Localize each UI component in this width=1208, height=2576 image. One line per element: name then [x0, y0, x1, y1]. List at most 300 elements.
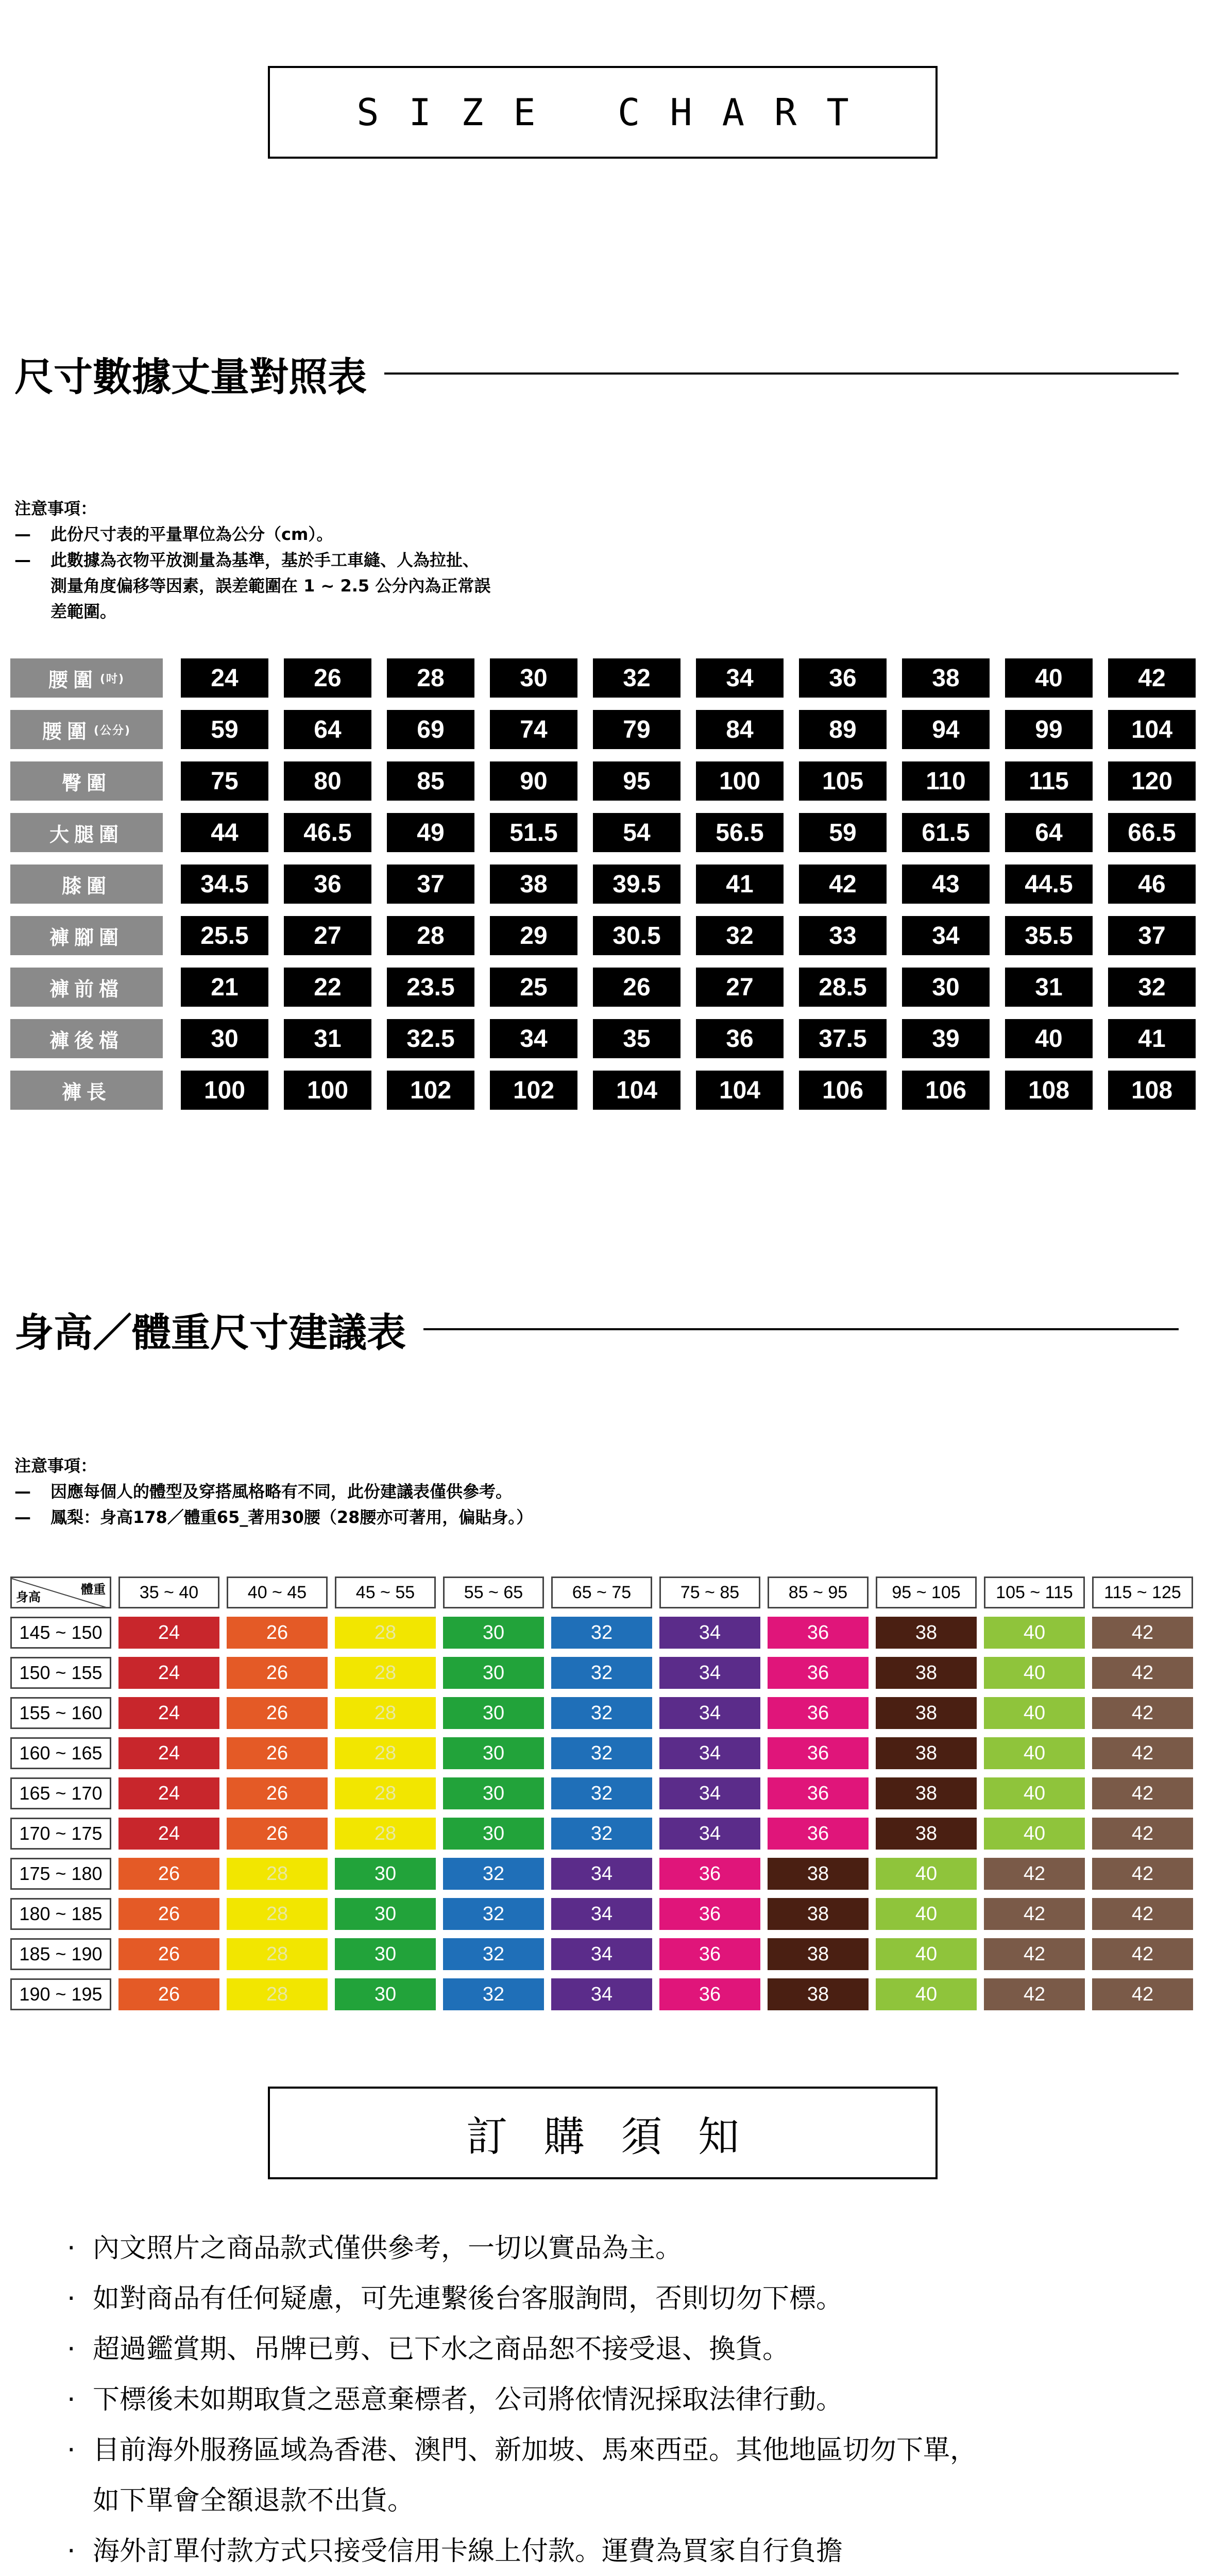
size-cell: 38	[768, 1858, 869, 1890]
measurement-cell: 24	[181, 658, 268, 698]
measurement-label	[10, 968, 163, 1007]
size-cell: 24	[118, 1818, 219, 1850]
measurement-cell: 25	[490, 968, 577, 1007]
measurement-cell: 84	[696, 710, 784, 749]
height-label: 175 ~ 180	[10, 1858, 111, 1890]
size-cell: 26	[227, 1697, 328, 1729]
size-cell: 38	[876, 1818, 977, 1850]
heading-rule	[423, 1328, 1179, 1330]
size-cell: 40	[984, 1777, 1085, 1809]
measurement-cell: 100	[284, 1071, 371, 1110]
size-cell: 36	[659, 1938, 760, 1970]
size-cell: 40	[984, 1617, 1085, 1649]
measurement-cell: 23.5	[387, 968, 474, 1007]
size-cell: 34	[551, 1898, 652, 1930]
measurement-cell: 49	[387, 813, 474, 852]
measurement-row	[10, 710, 1196, 761]
weight-header: 55 ~ 65	[443, 1577, 544, 1608]
recommend-row	[10, 1697, 1193, 1737]
measurement-cell: 42	[799, 865, 887, 904]
order-note-text: 內文照片之商品款式僅供參考，一切以實品為主。	[93, 2233, 683, 2264]
order-bullet: ·	[67, 2233, 76, 2264]
size-cell: 36	[659, 1858, 760, 1890]
measurement-cell: 46	[1108, 865, 1196, 904]
height-label: 170 ~ 175	[10, 1818, 111, 1850]
size-cell: 40	[876, 1858, 977, 1890]
recommend-section-heading	[14, 1303, 1179, 1355]
note-text: 鳳梨：身高178／體重65_著用30腰（28腰亦可著用，偏貼身。）	[50, 1507, 533, 1527]
measurement-cell: 28	[387, 658, 474, 698]
measurement-cell: 26	[593, 968, 680, 1007]
size-cell: 42	[1092, 1777, 1193, 1809]
size-cell: 38	[876, 1617, 977, 1649]
size-cell: 34	[659, 1657, 760, 1689]
weight-header: 95 ~ 105	[876, 1577, 977, 1608]
measurement-cell: 37.5	[799, 1019, 887, 1058]
measurement-cell: 27	[284, 916, 371, 955]
size-cell: 40	[984, 1818, 1085, 1850]
order-bullet: ·	[67, 2536, 76, 2567]
size-cell: 42	[984, 1938, 1085, 1970]
size-cell: 40	[876, 1978, 977, 2010]
order-notes	[67, 2223, 977, 2576]
measurement-cell: 32.5	[387, 1019, 474, 1058]
measure-note	[14, 547, 490, 573]
measurement-cell: 37	[1108, 916, 1196, 955]
measurement-cell: 34	[696, 658, 784, 698]
measurement-label-text: 腰圍	[42, 720, 92, 743]
size-cell: 42	[1092, 1898, 1193, 1930]
size-cell: 30	[335, 1978, 436, 2010]
measurement-cell: 32	[1108, 968, 1196, 1007]
size-cell: 36	[768, 1697, 869, 1729]
size-cell: 28	[335, 1777, 436, 1809]
measurement-label	[10, 658, 163, 698]
measurement-label-text: 大腿圍	[49, 823, 124, 846]
height-label: 150 ~ 155	[10, 1657, 111, 1689]
size-cell: 32	[443, 1858, 544, 1890]
corner-header	[10, 1577, 111, 1608]
note-dash: —	[14, 1507, 31, 1527]
size-cell: 32	[551, 1737, 652, 1769]
order-note-line	[67, 2324, 977, 2375]
measure-notes-title: 注意事項：	[14, 499, 97, 518]
measurement-cell: 108	[1005, 1071, 1093, 1110]
recommend-row	[10, 1777, 1193, 1818]
size-cell: 32	[551, 1818, 652, 1850]
measurement-cell: 100	[696, 761, 784, 801]
size-cell: 38	[768, 1978, 869, 2010]
measurement-cell: 36	[696, 1019, 784, 1058]
size-cell: 28	[335, 1657, 436, 1689]
size-cell: 34	[551, 1978, 652, 2010]
weight-header: 35 ~ 40	[118, 1577, 219, 1608]
measurement-cell: 38	[490, 865, 577, 904]
measurement-cell: 64	[284, 710, 371, 749]
measurement-cell: 59	[799, 813, 887, 852]
measurement-label-text: 褲後檔	[49, 1029, 124, 1052]
measurement-cell: 106	[799, 1071, 887, 1110]
size-cell: 42	[1092, 1697, 1193, 1729]
measurement-cell: 44.5	[1005, 865, 1093, 904]
size-cell: 36	[768, 1777, 869, 1809]
measure-section-heading	[14, 348, 1179, 399]
measurement-cell: 90	[490, 761, 577, 801]
size-cell: 34	[551, 1858, 652, 1890]
recommend-notes-title: 注意事項：	[14, 1456, 97, 1476]
recommend-heading-text: 身高／體重尺寸建議表	[14, 1309, 406, 1355]
measurement-cell: 39	[902, 1019, 990, 1058]
height-label: 155 ~ 160	[10, 1697, 111, 1729]
size-cell: 30	[443, 1697, 544, 1729]
size-cell: 26	[227, 1818, 328, 1850]
measurement-label	[10, 865, 163, 904]
measure-note-continued	[14, 599, 490, 624]
size-cell: 28	[335, 1737, 436, 1769]
measurement-cell: 35	[593, 1019, 680, 1058]
size-cell: 40	[876, 1898, 977, 1930]
measure-heading-text: 尺寸數據丈量對照表	[14, 353, 367, 400]
measurement-cell: 95	[593, 761, 680, 801]
measurement-cell: 85	[387, 761, 474, 801]
order-note-text: 海外訂單付款方式只接受信用卡線上付款。運費為買家自行負擔	[93, 2536, 843, 2567]
measurement-cell: 104	[593, 1071, 680, 1110]
recommend-note	[14, 1504, 533, 1530]
measurement-cell: 41	[1108, 1019, 1196, 1058]
weight-header: 45 ~ 55	[335, 1577, 436, 1608]
measurement-label-text: 褲腳圍	[49, 926, 124, 949]
size-cell: 34	[551, 1938, 652, 1970]
size-cell: 28	[335, 1697, 436, 1729]
measure-note-continued	[14, 573, 490, 599]
size-cell: 24	[118, 1697, 219, 1729]
measurement-row	[10, 761, 1196, 813]
measurement-cell: 46.5	[284, 813, 371, 852]
order-note-line	[67, 2476, 977, 2526]
size-cell: 24	[118, 1777, 219, 1809]
measurement-cell: 29	[490, 916, 577, 955]
measurement-cell: 33	[799, 916, 887, 955]
recommend-header-row	[10, 1577, 1193, 1617]
measure-notes	[14, 496, 490, 624]
order-note-text: 如下單會全額退款不出貨。	[93, 2485, 415, 2516]
measurement-label	[10, 761, 163, 801]
measurement-cell: 22	[284, 968, 371, 1007]
size-cell: 36	[659, 1978, 760, 2010]
height-label: 190 ~ 195	[10, 1978, 111, 2010]
measurement-cell: 104	[1108, 710, 1196, 749]
measurement-cell: 30.5	[593, 916, 680, 955]
note-text: 差範圍。	[50, 602, 117, 621]
measure-note	[14, 521, 490, 547]
measurement-label-text: 褲長	[61, 1080, 111, 1104]
size-cell: 32	[551, 1697, 652, 1729]
measurement-cell: 120	[1108, 761, 1196, 801]
size-cell: 30	[335, 1858, 436, 1890]
recommend-row	[10, 1617, 1193, 1657]
height-label: 165 ~ 170	[10, 1777, 111, 1809]
recommend-row	[10, 1657, 1193, 1697]
measurement-cell: 35.5	[1005, 916, 1093, 955]
size-cell: 24	[118, 1657, 219, 1689]
note-dash: —	[14, 524, 31, 544]
measurement-cell: 40	[1005, 658, 1093, 698]
corner-weight-label: 體重	[81, 1582, 106, 1597]
measurement-row	[10, 968, 1196, 1019]
measurement-cell: 66.5	[1108, 813, 1196, 852]
measurement-cell: 44	[181, 813, 268, 852]
measurement-cell: 38	[902, 658, 990, 698]
corner-height-label: 身高	[16, 1590, 41, 1604]
measurement-cell: 100	[181, 1071, 268, 1110]
order-note-line	[67, 2274, 977, 2324]
measurement-label-text: 膝圍	[61, 874, 111, 897]
order-note-line	[67, 2375, 977, 2425]
order-title-box	[268, 2087, 938, 2179]
measurement-cell: 56.5	[696, 813, 784, 852]
measurement-cell: 102	[490, 1071, 577, 1110]
measurement-cell: 42	[1108, 658, 1196, 698]
size-cell: 42	[984, 1858, 1085, 1890]
measurement-cell: 28.5	[799, 968, 887, 1007]
size-cell: 42	[1092, 1657, 1193, 1689]
measurement-table	[10, 658, 1196, 1122]
order-title: 訂購須知	[466, 2112, 775, 2161]
note-text: 此份尺寸表的平量單位為公分（cm）。	[50, 524, 333, 544]
recommend-row	[10, 1978, 1193, 2019]
size-cell: 40	[876, 1938, 977, 1970]
recommend-table	[10, 1577, 1193, 2019]
size-chart-title-box	[268, 66, 938, 159]
recommend-row	[10, 1737, 1193, 1777]
height-label: 180 ~ 185	[10, 1898, 111, 1930]
measurement-cell: 34	[490, 1019, 577, 1058]
order-bullet: ·	[67, 2435, 76, 2466]
measurement-cell: 105	[799, 761, 887, 801]
order-note-line	[67, 2425, 977, 2476]
order-bullet: ·	[67, 2334, 76, 2365]
size-cell: 42	[984, 1978, 1085, 2010]
measurement-row	[10, 1071, 1196, 1122]
measurement-cell: 104	[696, 1071, 784, 1110]
size-cell: 26	[227, 1657, 328, 1689]
size-cell: 26	[118, 1898, 219, 1930]
note-dash: —	[14, 1482, 31, 1501]
measurement-cell: 30	[490, 658, 577, 698]
note-text: 此數據為衣物平放測量為基準，基於手工車縫、人為拉扯、	[50, 550, 480, 570]
size-cell: 42	[984, 1898, 1085, 1930]
heading-rule	[384, 372, 1179, 375]
size-cell: 34	[659, 1697, 760, 1729]
size-cell: 32	[443, 1898, 544, 1930]
size-cell: 36	[659, 1898, 760, 1930]
recommend-row	[10, 1858, 1193, 1898]
size-cell: 30	[335, 1898, 436, 1930]
measurement-cell: 54	[593, 813, 680, 852]
note-text: 測量角度偏移等因素，誤差範圍在 1 ~ 2.5 公分內為正常誤	[50, 576, 491, 596]
measurement-cell: 102	[387, 1071, 474, 1110]
note-dash: —	[14, 550, 31, 570]
size-cell: 28	[227, 1938, 328, 1970]
measurement-cell: 34	[902, 916, 990, 955]
size-cell: 26	[227, 1777, 328, 1809]
measurement-cell: 79	[593, 710, 680, 749]
measurement-cell: 64	[1005, 813, 1093, 852]
measurement-cell: 40	[1005, 1019, 1093, 1058]
size-cell: 24	[118, 1737, 219, 1769]
height-label: 185 ~ 190	[10, 1938, 111, 1970]
measurement-cell: 31	[1005, 968, 1093, 1007]
size-cell: 28	[227, 1858, 328, 1890]
order-note-text: 超過鑑賞期、吊牌已剪、已下水之商品恕不接受退、換貨。	[93, 2334, 790, 2365]
weight-header: 65 ~ 75	[551, 1577, 652, 1608]
size-cell: 30	[335, 1938, 436, 1970]
size-cell: 30	[443, 1737, 544, 1769]
size-cell: 32	[551, 1617, 652, 1649]
size-chart-title: SIZE CHART	[356, 91, 879, 134]
order-bullet: ·	[67, 2283, 76, 2314]
size-cell: 36	[768, 1617, 869, 1649]
size-cell: 42	[1092, 1938, 1193, 1970]
measurement-cell: 32	[593, 658, 680, 698]
measurement-cell: 75	[181, 761, 268, 801]
measurement-cell: 89	[799, 710, 887, 749]
size-cell: 40	[984, 1737, 1085, 1769]
size-cell: 36	[768, 1737, 869, 1769]
measurement-cell: 94	[902, 710, 990, 749]
measurement-label	[10, 710, 163, 749]
measurement-row	[10, 658, 1196, 710]
size-cell: 38	[876, 1737, 977, 1769]
measurement-cell: 26	[284, 658, 371, 698]
weight-header: 115 ~ 125	[1092, 1577, 1193, 1608]
measurement-cell: 80	[284, 761, 371, 801]
size-cell: 36	[768, 1657, 869, 1689]
size-cell: 40	[984, 1657, 1085, 1689]
recommend-note	[14, 1479, 533, 1504]
size-cell: 38	[876, 1697, 977, 1729]
height-label: 160 ~ 165	[10, 1737, 111, 1769]
measurement-row	[10, 916, 1196, 968]
size-cell: 36	[768, 1818, 869, 1850]
measurement-label	[10, 916, 163, 955]
note-text: 因應每個人的體型及穿搭風格略有不同，此份建議表僅供參考。	[50, 1482, 513, 1501]
measurement-cell: 36	[799, 658, 887, 698]
measurement-cell: 41	[696, 865, 784, 904]
measurement-label	[10, 813, 163, 852]
size-cell: 42	[1092, 1617, 1193, 1649]
size-cell: 32	[551, 1777, 652, 1809]
measurement-row	[10, 813, 1196, 865]
weight-header: 40 ~ 45	[227, 1577, 328, 1608]
size-cell: 26	[227, 1737, 328, 1769]
size-cell: 32	[551, 1657, 652, 1689]
measurement-cell: 108	[1108, 1071, 1196, 1110]
size-cell: 42	[1092, 1818, 1193, 1850]
measurement-cell: 25.5	[181, 916, 268, 955]
measurement-label	[10, 1071, 163, 1110]
measurement-cell: 28	[387, 916, 474, 955]
measurement-cell: 32	[696, 916, 784, 955]
measurement-cell: 99	[1005, 710, 1093, 749]
order-note-line	[67, 2223, 977, 2274]
measurement-unit: (吋)	[99, 672, 125, 686]
size-cell: 24	[118, 1617, 219, 1649]
measurement-cell: 37	[387, 865, 474, 904]
size-cell: 26	[118, 1938, 219, 1970]
measurement-cell: 39.5	[593, 865, 680, 904]
size-cell: 34	[659, 1617, 760, 1649]
recommend-row	[10, 1898, 1193, 1938]
measurement-cell: 34.5	[181, 865, 268, 904]
size-cell: 34	[659, 1737, 760, 1769]
measurement-cell: 30	[181, 1019, 268, 1058]
size-cell: 30	[443, 1818, 544, 1850]
measurement-cell: 59	[181, 710, 268, 749]
recommend-notes	[14, 1453, 533, 1530]
size-cell: 30	[443, 1617, 544, 1649]
size-cell: 42	[1092, 1858, 1193, 1890]
recommend-row	[10, 1938, 1193, 1978]
height-label: 145 ~ 150	[10, 1617, 111, 1649]
measurement-cell: 36	[284, 865, 371, 904]
measurement-cell: 74	[490, 710, 577, 749]
size-cell: 32	[443, 1938, 544, 1970]
measurement-cell: 30	[902, 968, 990, 1007]
size-cell: 28	[335, 1617, 436, 1649]
measurement-cell: 69	[387, 710, 474, 749]
weight-header: 85 ~ 95	[768, 1577, 869, 1608]
measurement-cell: 61.5	[902, 813, 990, 852]
measurement-cell: 31	[284, 1019, 371, 1058]
size-cell: 38	[876, 1777, 977, 1809]
size-cell: 42	[1092, 1978, 1193, 2010]
order-note-text: 目前海外服務區域為香港、澳門、新加坡、馬來西亞。其他地區切勿下單，	[93, 2435, 977, 2466]
size-cell: 28	[227, 1978, 328, 2010]
measurement-cell: 21	[181, 968, 268, 1007]
measurement-label-text: 臀圍	[61, 771, 111, 794]
size-cell: 26	[118, 1858, 219, 1890]
measurement-unit: (公分)	[93, 724, 131, 737]
size-cell: 28	[335, 1818, 436, 1850]
size-cell: 30	[443, 1657, 544, 1689]
measurement-cell: 51.5	[490, 813, 577, 852]
size-cell: 38	[768, 1938, 869, 1970]
measurement-label-text: 腰圍	[48, 668, 98, 691]
measurement-cell: 110	[902, 761, 990, 801]
measurement-cell: 106	[902, 1071, 990, 1110]
size-cell: 30	[443, 1777, 544, 1809]
size-cell: 32	[443, 1978, 544, 2010]
order-note-text: 如對商品有任何疑慮，可先連繫後台客服詢問，否則切勿下標。	[93, 2283, 843, 2314]
measurement-cell: 27	[696, 968, 784, 1007]
size-cell: 42	[1092, 1737, 1193, 1769]
order-bullet: ·	[67, 2384, 76, 2415]
size-cell: 26	[118, 1978, 219, 2010]
measurement-label	[10, 1019, 163, 1058]
size-cell: 38	[768, 1898, 869, 1930]
measurement-cell: 43	[902, 865, 990, 904]
weight-header: 75 ~ 85	[659, 1577, 760, 1608]
size-cell: 34	[659, 1818, 760, 1850]
order-note-line	[67, 2526, 977, 2576]
size-cell: 40	[984, 1697, 1085, 1729]
measurement-cell: 115	[1005, 761, 1093, 801]
size-cell: 26	[227, 1617, 328, 1649]
recommend-row	[10, 1818, 1193, 1858]
measurement-row	[10, 1019, 1196, 1071]
weight-header: 105 ~ 115	[984, 1577, 1085, 1608]
